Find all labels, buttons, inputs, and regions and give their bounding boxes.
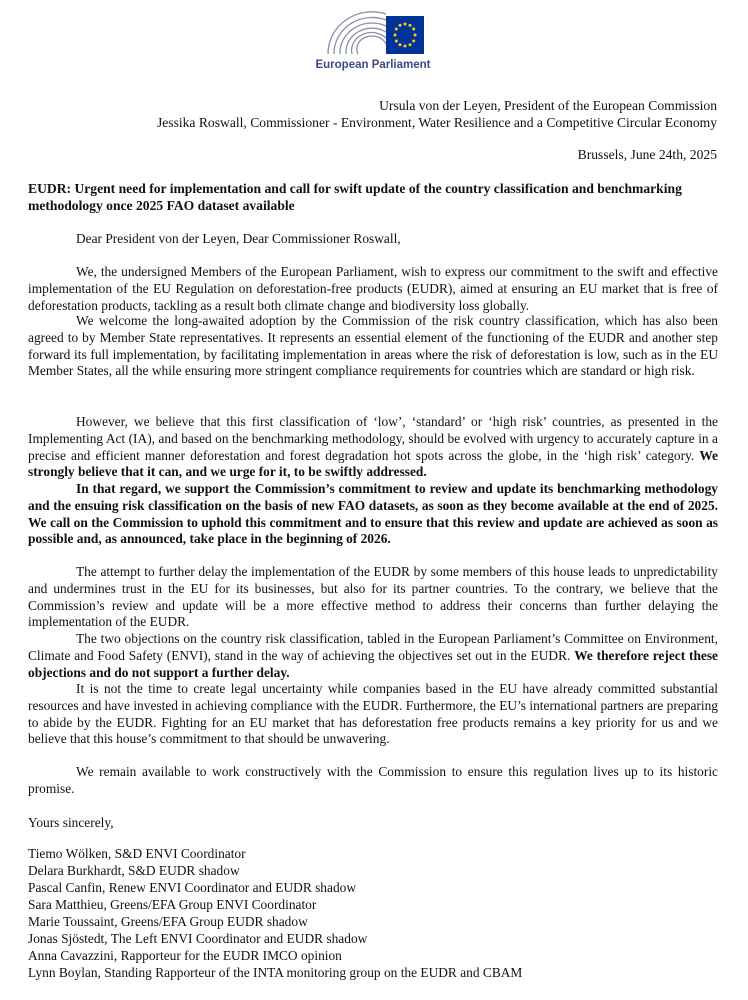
signatory: Tiemo Wölken, S&D ENVI Coordinator (28, 846, 246, 861)
paragraph-3-bold: We strongly believe that it can, and we urge for it, to be swiftly addressed. (28, 447, 718, 480)
paragraph-1-text: We, the undersigned Members of the European Parliament, wish to express our commitment to the swift and effective implementation of the EU Regulation on deforestation-free products (EUDR), aimed at ensuring an EU market that is free of deforestation products, tackling as a result both climate change and biodiversity loss globally. (28, 264, 718, 313)
paragraph-8 (28, 764, 718, 798)
paragraph-3 (28, 414, 718, 481)
paragraph-1 (28, 264, 718, 314)
paragraph-3-text: However, we believe that this first classification of ‘low’, ‘standard’ or ‘high risk’ countries, as presented in the Implementing Act (IA), and based on the benchmarking methodology, should be evolved with urgency to accurately capture in a precise and efficient manner deforestation and forest degradation hot spots across the globe, in the ‘high risk’ category. (28, 414, 718, 463)
paragraph-8-text: We remain available to work constructively with the Commission to ensure this regulation lives up to its historic promise. (28, 764, 718, 796)
addressee-president: Ursula von der Leyen, President of the European Commission (379, 98, 717, 113)
signatory: Jonas Sjöstedt, The Left ENVI Coordinator and EUDR shadow (28, 931, 368, 946)
letter-subject: EUDR: Urgent need for implementation and call for swift update of the country classification and benchmarking methodology once 2025 FAO dataset available (28, 181, 682, 213)
paragraph-5 (28, 564, 718, 631)
signatory: Lynn Boylan, Standing Rapporteur of the INTA monitoring group on the EUDR and CBAM (28, 965, 523, 980)
paragraph-4-bold: In that regard, we support the Commission’s commitment to review and update its benchmarking methodology and the ensuing risk classification on the basis of new FAO datasets, as soon as they become available at the end of 2025. We call on the Commission to uphold this commitment and to ensure that this review and update are achieved as soon as possible and, as announced, take place in the beginning of 2026. (28, 481, 718, 547)
paragraph-4 (28, 481, 718, 548)
paragraph-2 (28, 313, 718, 380)
salutation: Dear President von der Leyen, Dear Commissioner Roswall, (76, 231, 401, 246)
logo-text: European Parliament (315, 59, 431, 71)
paragraph-2-text: We welcome the long-awaited adoption by the Commission of the risk country classification, which has also been agreed to by Member State representatives. It represents an essential element of the functioning of the EUDR and another step forward its full implementation, by facilitating implementation in areas where the risk of deforestation is low, such as in the EU Member States, all the while ensuring more stringent compliance requirements for countries which are standard or high risk. (28, 313, 718, 379)
closing: Yours sincerely, (28, 815, 114, 830)
signatory: Pascal Canfin, Renew ENVI Coordinator and EUDR shadow (28, 880, 357, 895)
signatory: Sara Matthieu, Greens/EFA Group ENVI Coordinator (28, 897, 317, 912)
paragraph-7 (28, 681, 718, 748)
signatory: Delara Burkhardt, S&D EUDR shadow (28, 863, 240, 878)
paragraph-5-text: The attempt to further delay the implementation of the EUDR by some members of this house leads to unpredictability and undermines trust in the EU for its businesses, but also for its partner countries. To the contrary, we believe that the Commission’s review and update will be a more effective method to address their concerns than further delaying the implementation of the EUDR. (28, 564, 718, 630)
paragraph-6-bold: We therefore reject these objections and do not support a further delay. (28, 647, 718, 680)
letter-date: Brussels, June 24th, 2025 (577, 147, 717, 162)
addressee-commissioner: Jessika Roswall, Commissioner - Environment, Water Resilience and a Competitive Circular Economy (156, 115, 717, 130)
paragraph-6 (28, 631, 718, 681)
signatory: Anna Cavazzini, Rapporteur for the EUDR IMCO opinion (28, 948, 342, 963)
paragraph-6-text: The two objections on the country risk classification, tabled in the European Parliament’s Committee on Environment, Climate and Food Safety (ENVI), stand in the way of achieving the objectives set out in the EUDR. (28, 631, 718, 663)
paragraph-7-text: It is not the time to create legal uncertainty while companies based in the EU have already committed substantial resources and have invested in achieving compliance with the EUDR. Furthermore, the EU’s international partners are preparing to abide by the EUDR. Fighting for an EU market that has deforestation free products remains a key priority for us and we believe that this house’s commitment to that should be unwavering. (28, 681, 718, 747)
signatory: Marie Toussaint, Greens/EFA Group EUDR shadow (28, 914, 308, 929)
